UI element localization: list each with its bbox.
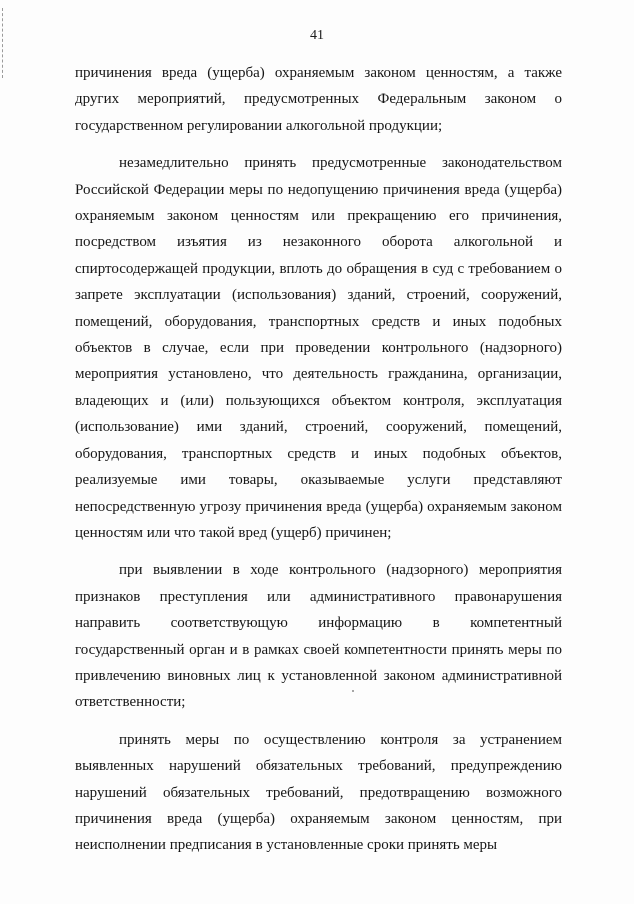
page-number: 41 bbox=[310, 28, 324, 43]
paragraph-continuation: причинения вреда (ущерба) охраняемым законом ценностям, а также других мероприятий, предусмотренных Федеральным законом о государственном регулировании алкогольной продукции; bbox=[75, 65, 562, 134]
paragraph-violations-detected: при выявлении в ходе контрольного (надзорного) мероприятия признаков преступления или административного правонарушения направить соответствующую информацию в компетентный государственный орган и в рамках своей компетентности принять меры по привлечению виновных лиц к установленной законом административной ответственности; bbox=[75, 562, 562, 711]
scan-speck bbox=[352, 690, 354, 692]
paragraph-control-elimination: принять меры по осуществлению контроля за устранением выявленных нарушений обязательных требований, предупреждению нарушений обязательных требований, предотвращению возможного причинения вреда (ущерба) охраняемым законом ценностям, при неисполнении предписания в установленные сроки принять меры bbox=[75, 731, 562, 854]
paragraph-immediate-measures: незамедлительно принять предусмотренные законодательством Российской Федерации меры по недопущению причинения вреда (ущерба) охраняемым законом ценностям или прекращению его причинения, посредством изъятия из незаконного оборота алкогольной и спиртосодержащей продукции, вплоть до обращения в суд с требованием о запрете эксплуатации (использования) зданий, строений, сооружений, помещений, оборудования, транспортных средств и иных подобных объектов в случае, если при проведении контрольного (надзорного) мероприятия установлено, что деятельность гражданина, организации, владеющих и (или) пользующихся объектом контроля, эксплуатация (использование) ими зданий, строений, сооружений, помещений, оборудования, транспортных средств и иных подобных объектов, реализуемые ими товары, оказываемые услуги представляют непосредственную угрозу причинения вреда (ущерба) охраняемым законом ценностям или что такой вред (ущерб) причинен; bbox=[75, 155, 562, 541]
document-body bbox=[75, 60, 562, 870]
